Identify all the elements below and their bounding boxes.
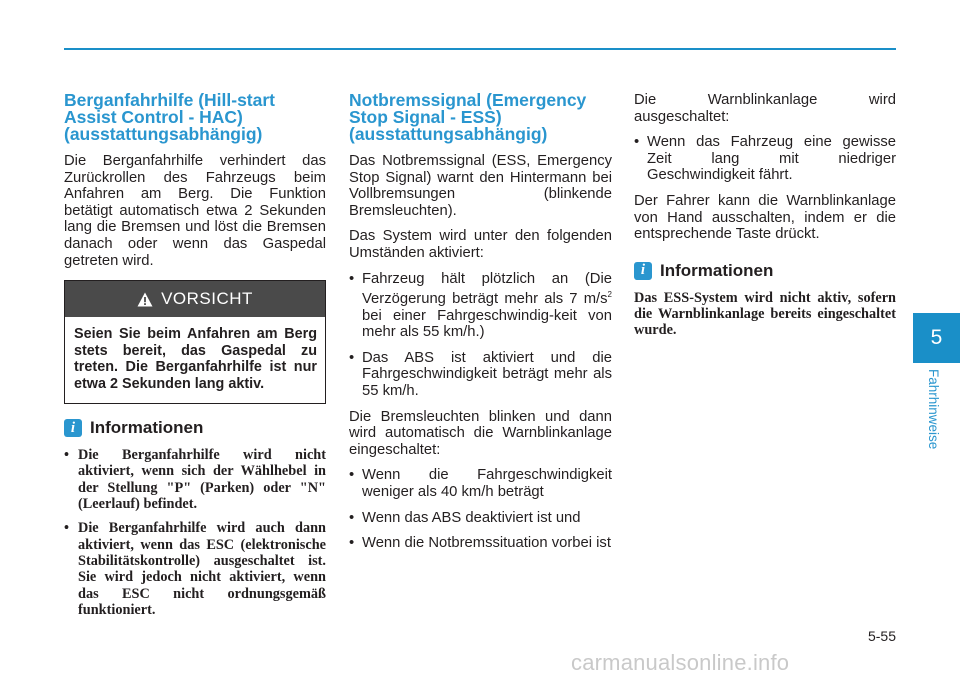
hazard-intro: Die Bremsleuchten blinken und dann wird automatisch die Warnblinkanlage eingeschaltet: xyxy=(349,408,612,458)
section-heading-hac: Berganfahrhilfe (Hill-start Assist Control - HAC) (ausstattungsabhängig) xyxy=(64,90,275,144)
info-list-item: • Die Berganfahrhilfe wird auch dann aktiviert, wenn das ESC (elektronische Stabilitätskontrolle) ausgeschaltet ist. Sie wird jedoch nicht aktiviert, wenn das ESC nicht ordnungsgemäß funktioniert. xyxy=(64,520,326,618)
hazard-list xyxy=(349,467,612,551)
info-header xyxy=(64,418,326,438)
hazard-off-list xyxy=(634,134,896,184)
info-i-icon: i xyxy=(64,419,82,437)
manual-switch-off: Der Fahrer kann die Warnblinkanlage von Hand ausschalten, indem er die entsprechende Taste drückt. xyxy=(634,192,896,243)
info-note: Das ESS-System wird nicht aktiv, sofern die Warnblinkanlage bereits eingeschaltet wurde. xyxy=(634,289,896,339)
info-list-item: • Die Berganfahrhilfe wird nicht aktiviert, wenn sich der Wählhebel in der Stellung "P" (Parken) oder "N" (Leerlauf) befindet. xyxy=(64,447,326,512)
hazard-item: • Wenn die Notbremssituation vorbei ist xyxy=(349,535,612,552)
hazard-off-item: • Wenn das Fahrzeug eine gewisse Zeit lang mit niedriger Geschwindigkeit fährt. xyxy=(634,134,896,184)
info-title: Informationen xyxy=(90,418,204,438)
ess-intro: Das Notbremssignal (ESS, Emergency Stop Signal) warnt den Hintermann bei Vollbremsungen (blinkende Bremsleuchten). xyxy=(349,153,612,219)
chapter-tab: 5 xyxy=(913,313,960,363)
hac-intro: Die Berganfahrhilfe verhindert das Zurückrollen des Fahrzeugs beim Anfahren am Berg. Die Funktion betätigt automatisch etwa 2 Sekunden lang die Bremsen und löst die Bremsen danach oder wenn das Gaspedal getreten wird. xyxy=(64,153,326,269)
activation-item: • Das ABS ist aktiviert und die Fahrgeschwindigkeit beträgt mehr als 55 km/h. xyxy=(349,350,612,400)
top-rule xyxy=(64,48,896,50)
caution-text: Seien Sie beim Anfahren am Berg stets bereit, das Gaspedal zu treten. Die Berganfahrhilfe ist nur etwa 2 Sekunden lang aktiv. xyxy=(74,326,317,392)
caution-header xyxy=(65,281,325,317)
page-number: 5-55 xyxy=(867,628,896,644)
column-ess xyxy=(349,92,612,561)
caution-title: VORSICHT xyxy=(161,289,253,309)
hazard-off-intro: Die Warnblinkanlage wird ausgeschaltet: xyxy=(634,92,896,125)
chapter-label: Fahrhinweise xyxy=(926,369,941,450)
hazard-item: • Wenn die Fahrgeschwindigkeit weniger als 40 km/h beträgt xyxy=(349,467,612,500)
column-hac xyxy=(64,92,326,626)
info-title: Informationen xyxy=(660,260,774,280)
info-list xyxy=(64,447,326,618)
section-heading-ess: Notbremssignal (Emergency Stop Signal - ESS) (ausstattungsabhängig) xyxy=(349,90,587,144)
caution-box xyxy=(64,280,326,404)
warning-triangle-icon xyxy=(137,292,153,307)
activation-list xyxy=(349,271,612,400)
ess-activation-intro: Das System wird unter den folgenden Umständen aktiviert: xyxy=(349,228,612,261)
watermark: carmanualsonline.info xyxy=(571,650,790,675)
info-header xyxy=(634,261,896,281)
hazard-item: • Wenn das ABS deaktiviert ist und xyxy=(349,510,612,527)
activation-item: • Fahrzeug hält plötzlich an (Die Verzögerung beträgt mehr als 7 $m/s^2$ bei einer Fahrgeschwindig-keit von mehr als 55 km/h.) xyxy=(349,271,612,341)
column-ess-cont xyxy=(634,92,896,339)
info-i-icon: i xyxy=(634,262,652,280)
